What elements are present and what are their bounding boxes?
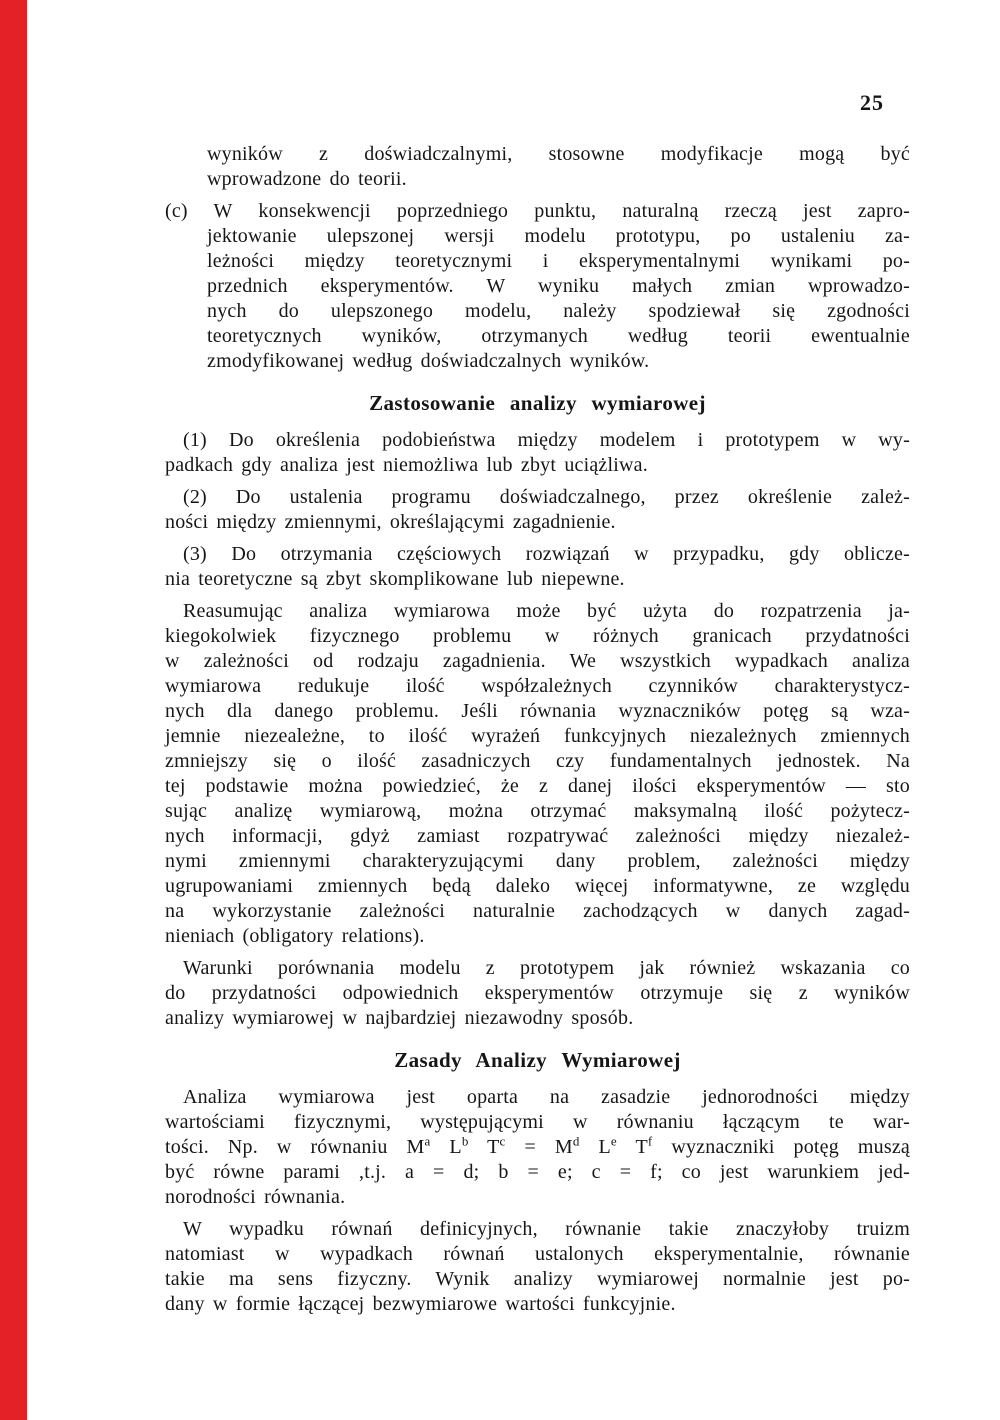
text-line: leżności między teoretycznymi i eksperymentalnymi wynikami po-	[207, 250, 910, 272]
text-line: zmodyfikowanej według doświadczalnych wyników.	[207, 350, 650, 372]
text-line: padkach gdy analiza jest niemożliwa lub zbyt uciążliwa.	[165, 454, 648, 476]
exponent: a	[424, 1133, 431, 1149]
text-line: W wypadku równań definicyjnych, równanie takie znaczyłoby truizm	[183, 1218, 910, 1240]
text-line: wymiarowa redukuje ilość współzależnych czynników charakterystycz-	[165, 675, 910, 697]
text-line: tości. Np. w równaniu $M^a$ $L^b$ $T^c = M^d$ Le $T^f$ wyznaczniki potęg muszą	[165, 1133, 910, 1158]
text-line: analizy wymiarowej w najbardziej niezawodny sposób.	[165, 1007, 634, 1029]
text-line: (3) Do otrzymania częściowych rozwiązań w przypadku, gdy oblicze-	[183, 543, 910, 565]
text-line: nia teoretyczne są zbyt skomplikowane lub niepewne.	[165, 568, 625, 590]
text-line: zmniejszy się o ilość zasadniczych czy fundamentalnych jednostek. Na	[165, 750, 910, 772]
paragraph-item-c	[165, 199, 910, 374]
text-line: (c) W konsekwencji poprzedniego punktu, naturalną rzeczą jest zapro-	[165, 200, 910, 222]
text-line: teoretycznych wyników, otrzymanych według teorii ewentualnie	[207, 325, 910, 347]
exponent: f	[647, 1133, 653, 1149]
text-line: wprowadzone do teorii.	[207, 168, 407, 190]
text-line: dany w formie łączącej bezwymiarowe wartości funkcyjnie.	[165, 1293, 676, 1315]
text-line: w zależności od rodzaju zagadnienia. We wszystkich wypadkach analiza	[165, 650, 910, 672]
text-line: nych dla danego problemu. Jeśli równania wyznaczników potęg są wza-	[165, 700, 910, 722]
text-line: przednich eksperymentów. W wyniku małych zmian wprowadzo-	[207, 275, 910, 297]
page-number: 25	[860, 90, 884, 115]
text-line: nych do ulepszonego modelu, należy spodziewał się zgodności	[207, 300, 910, 322]
exponent: e	[610, 1133, 617, 1149]
text-line: nieniach (obligatory relations).	[165, 925, 425, 947]
text-line: (2) Do ustalenia programu doświadczalnego, przez określenie zależ-	[183, 486, 910, 508]
text-line: wyników z doświadczalnymi, stosowne modyfikacje mogą być	[207, 143, 910, 165]
exponent: b	[461, 1133, 469, 1149]
text-line: Warunki porównania modelu z prototypem jak również wskazania co	[183, 957, 910, 979]
text-line: Analiza wymiarowa jest oparta na zasadzie jednorodności między	[183, 1086, 910, 1108]
text-line: na wykorzystanie zależności naturalnie zachodzących w danych zagad-	[165, 900, 910, 922]
text-line: (1) Do określenia podobieństwa między modelem i prototypem w wy-	[183, 429, 910, 451]
text-line: ności między zmiennymi, określającymi zagadnienie.	[165, 511, 616, 533]
text-line: sując analizę wymiarową, można otrzymać maksymalną ilość pożytecz-	[165, 800, 910, 822]
list-item-2	[165, 485, 910, 535]
exponent: d	[572, 1133, 580, 1149]
list-item-1	[165, 428, 910, 478]
heading-applications: Zastosowanie analizy wymiarowej	[369, 391, 706, 415]
text-line: nymi zmiennymi charakteryzującymi dany problem, zależności między	[165, 850, 910, 872]
text-line: Reasumując analiza wymiarowa może być użyta do rozpatrzenia ja-	[183, 600, 910, 622]
exponent: c	[499, 1133, 506, 1149]
paragraph-summary	[165, 599, 910, 949]
paragraph-continuation	[165, 142, 910, 192]
paragraph-homogeneity	[165, 1085, 910, 1210]
text-line: kiegokolwiek fizycznego problemu w różnych granicach przydatności	[165, 625, 910, 647]
paragraph-comparison-conditions	[165, 956, 910, 1031]
text-line: jemnie niezeależne, to ilość wyrażeń funkcyjnych niezależnych zmiennych	[165, 725, 910, 747]
book-edge-stripe	[0, 0, 27, 1420]
page-content	[165, 90, 910, 1324]
text-line: ugrupowaniami zmiennych będą daleko więcej informatywne, ze względu	[165, 875, 910, 897]
text-line: tej podstawie można powiedzieć, że z danej ilości eksperymentów — sto	[165, 775, 910, 797]
text-line: norodności równania.	[165, 1186, 346, 1208]
text-line: natomiast w wypadkach równań ustalonych eksperymentalnie, równanie	[165, 1243, 910, 1265]
heading-principles: Zasady Analizy Wymiarowej	[394, 1048, 681, 1072]
list-item-3	[165, 542, 910, 592]
text-line: być równe parami ,t.j. a = d; b = e; c = f; co jest warunkiem jed-	[165, 1161, 910, 1183]
text-line: do przydatności odpowiednich eksperymentów otrzymuje się z wyników	[165, 982, 910, 1004]
text-line: nych informacji, gdyż zamiast rozpatrywać zależności między niezależ-	[165, 825, 910, 847]
text-line: jektowanie ulepszonej wersji modelu prototypu, po ustaleniu za-	[207, 225, 910, 247]
paragraph-definitional	[165, 1217, 910, 1317]
text-line: wartościami fizycznymi, występującymi w równaniu łączącym te war-	[165, 1111, 910, 1133]
text-line: takie ma sens fizyczny. Wynik analizy wymiarowej normalnie jest po-	[165, 1268, 910, 1290]
